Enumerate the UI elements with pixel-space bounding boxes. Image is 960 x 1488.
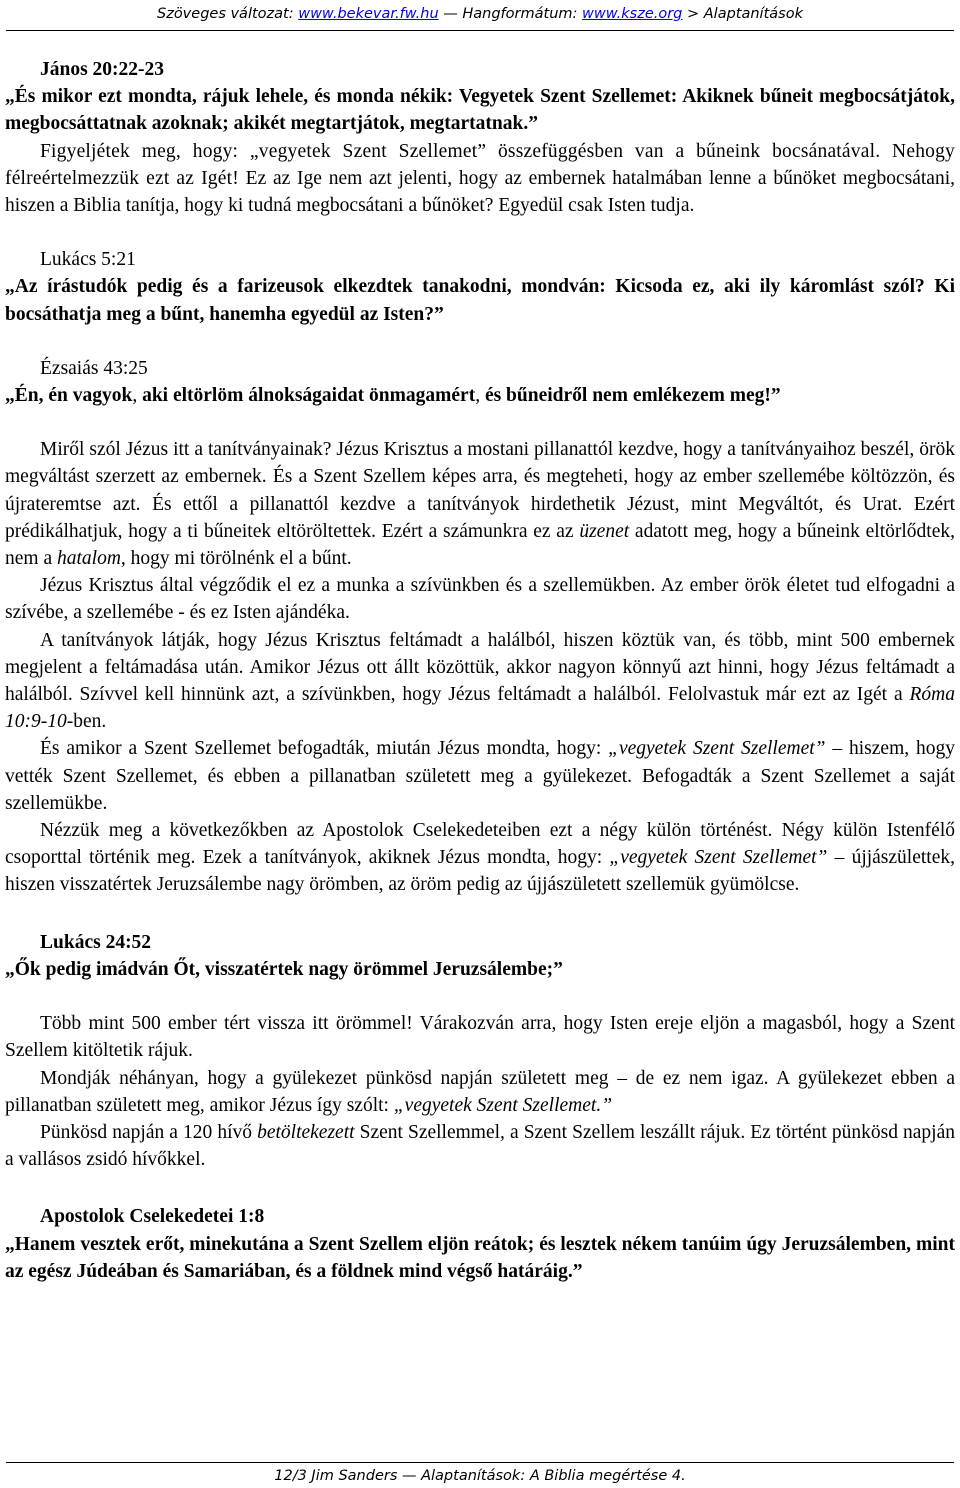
header-suffix: > Alaptanítások [682, 6, 803, 22]
commentary-rest: Ez az Ige nem azt jelenti, hogy az embernek hatalmában lenne a bűnöket megbocsátani, hiszen a Biblia tanítja, hogy ki tudná megbocsátani a bűnöket? Egyedül csak Isten tudja. [5, 167, 955, 217]
spacer [5, 983, 955, 1010]
paragraph-four-events: Nézzük meg a következőkben az Apostolok Cselekedeteiben ezt a négy külön történést. Négy külön Istenfélő csoporttal történik meg. Ezek a tanítványok, akiknek Jézus mondta, hogy: „vegyetek Szent Szellemet” – újjászülettek, hiszen visszatértek Jeruzsálembe nagy örömben, az öröm pedig az újjászületett szellemük gyümölcse. [5, 820, 955, 896]
spacer [5, 1173, 955, 1203]
bekevar-link[interactable]: www.bekevar.fw.hu [298, 6, 439, 22]
spacer [5, 219, 955, 246]
quote-acts: „Hanem vesztek erőt, minekutána a Szent Szellem eljön reátok; és lesztek nékem tanúim úgy Jeruzsálemben, mint az egész Júdeában és Samariában, és a földnek mind végső határáig.” [5, 1233, 955, 1282]
spacer [5, 899, 955, 929]
reference-luke-24: Lukács 24:52 [40, 931, 152, 953]
quote-luke-24: „Ők pedig imádván Őt, visszatértek nagy örömmel Jeruzsálembe;” [5, 958, 563, 980]
paragraph-church-born: És amikor a Szent Szellemet befogadták, miután Jézus mondta, hogy: „vegyetek Szent Szellemet” – hiszem, hogy vették Szent Szellemet, és ebben a pillanatban született meg a gyülekezet. Befogadták a Szent Szellemet a saját szellemükbe. [5, 738, 955, 814]
reference-isaiah: Ézsaiás 43:25 [40, 357, 148, 379]
page-footer: 12/3 Jim Sanders — Alaptanítások: A Biblia megértése 4. [274, 1468, 686, 1484]
paragraph-pentecost-myth: Mondják néhányan, hogy a gyülekezet pünkösd napján született meg – de ez nem igaz. A gyülekezet ebben a pillanatban született meg, amikor Jézus így szólt: „vegyetek Szent Szellemet.” [5, 1067, 955, 1116]
spacer [5, 409, 955, 436]
quote-luke-5: „Az írástudók pedig és a farizeusok elkezdtek tanakodni, mondván: Kicsoda ez, aki ily káromlást szól? Ki bocsáthatja meg a bűnt, hanemha egyedül az Isten?” [5, 276, 955, 325]
footer-divider [6, 1462, 954, 1463]
document-body [5, 56, 955, 1285]
paragraph-500: Több mint 500 ember tért vissza itt örömmel! Várakozván arra, hogy Isten ereje eljön a magasból, hogy a Szent Szellem kitöltetik rájuk. [5, 1013, 955, 1062]
ksze-link[interactable]: www.ksze.org [582, 6, 683, 22]
paragraph-work: Jézus Krisztus által végződik el ez a munka a szívünkben és a szellemükben. Az ember örök életet tud elfogadni a szívébe, a szellemébe - és ez Isten ajándéka. [5, 575, 955, 624]
commentary-lead: Figyeljétek meg, hogy: „vegyetek Szent Szellemet” összefüggésben van a bűneink bocsánatával. Nehogy félreértelmezzük ezt az Igét! [5, 140, 955, 189]
paragraph-120: Pünkösd napján a 120 hívő betöltekezett Szent Szellemmel, a Szent Szellem leszállt rájuk. Ez történt pünkösd napján a vallásos zsidó hívőkkel. [5, 1121, 956, 1171]
page-header [0, 5, 960, 23]
quote-isaiah: „Én, én vagyok, aki eltörlöm álnokságaidat önmagamért, és bűneidről nem emlékezem meg!” [5, 385, 781, 407]
paragraph-john-commentary [5, 138, 955, 220]
reference-john: János 20:22-23 [40, 59, 165, 80]
header-divider [6, 30, 954, 31]
reference-acts: Apostolok Cselekedetei 1:8 [40, 1206, 265, 1228]
paragraph-resurrection: A tanítványok látják, hogy Jézus Krisztus feltámadt a halálból, hiszen köztük van, és több, mint 500 embernek megjelent a feltámadása után. Amikor Jézus ott állt közöttük, akkor nagyon könnyű azt hinni, hogy Jézus feltámadt a halálból. Szívvel kell hinnünk azt, a szívünkben, hogy Jézus feltámadt a halálból. Felolvastuk már ezt az Igét a Róma 10:9-10-ben. [5, 629, 955, 733]
paragraph-disciples: Miről szól Jézus itt a tanítványainak? Jézus Krisztus a mostani pillanattól kezdve, hogy a tanítványaihoz beszél, örök megváltást szerzett az embernek. És a Szent Szellem képes arra, és megteheti, hogy az ember szellemébe költözzön, és újrateremtse azt. És ettől a pillanattól kezdve a tanítványok hirdethetik Jézust, mint Megváltót, és Urat. Ezért prédikálhatjuk, hogy a ti bűneitek eltöröltettek. Ezért a számunkra ez az üzenet adatott meg, hogy a bűneink eltörlődtek, nem a hatalom, hogy mi törölnénk el a bűnt. [5, 439, 955, 570]
quote-john: „És mikor ezt mondta, rájuk lehele, és monda nékik: Vegyetek Szent Szellemet: Akiknek bűneit megbocsátjátok, megbocsáttatnak azoknak; akikét megtartjátok, megtartatnak.” [5, 86, 955, 135]
header-middle: — Hangformátum: [438, 6, 582, 22]
reference-luke-5: Lukács 5:21 [40, 249, 136, 271]
header-prefix: Szöveges változat: [157, 6, 299, 22]
spacer [5, 328, 955, 355]
